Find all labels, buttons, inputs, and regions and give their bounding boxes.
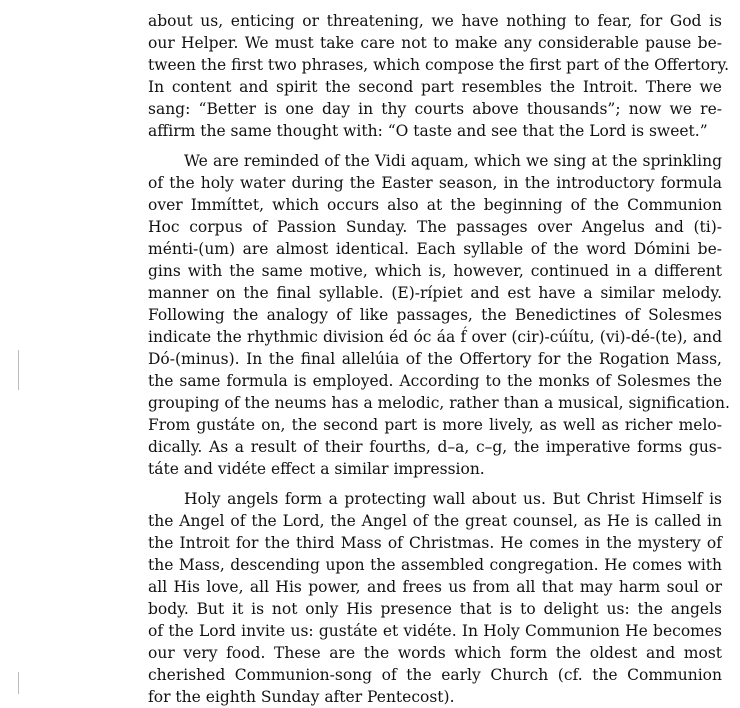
text-line: We are reminded of the Vidi aquam, which we sing at the sprinkling bbox=[184, 152, 722, 170]
text-line: body. But it is not only His presence that is to delight us: the angels bbox=[148, 600, 722, 618]
text-line: táte and vidéte effect a similar impression. bbox=[148, 460, 485, 478]
text-line: gins with the same motive, which is, however, continued in a different bbox=[148, 262, 722, 280]
document-page bbox=[148, 10, 730, 708]
text-line: our Helper. We must take care not to make any considerable pause be- bbox=[148, 34, 722, 52]
text-line: our very food. These are the words which form the oldest and most bbox=[148, 644, 722, 662]
text-line: Holy angels form a protecting wall about us. But Christ Himself is bbox=[184, 490, 722, 508]
text-line: ménti-(um) are almost identical. Each syllable of the word Dómini be- bbox=[148, 240, 722, 258]
text-line: indicate the rhythmic division éd óc áa f́ over (cir)-cúítu, (vi)-dé-(te), and bbox=[148, 328, 722, 346]
text-line: grouping of the neums has a melodic, rather than a musical, signification. bbox=[148, 394, 730, 412]
text-line: the Mass, descending upon the assembled congregation. He comes with bbox=[148, 556, 722, 574]
text-line: tween the first two phrases, which compose the first part of the Offertory. bbox=[148, 56, 730, 74]
text-line: In content and spirit the second part resembles the Introit. There we bbox=[148, 78, 722, 96]
paragraph-3 bbox=[148, 488, 722, 708]
text-line: over Immíttet, which occurs also at the beginning of the Communion bbox=[148, 196, 722, 214]
text-line: sang: “Better is one day in thy courts above thousands”; now we re- bbox=[148, 100, 722, 118]
text-line: From gustáte on, the second part is more lively, as well as richer melo- bbox=[148, 416, 722, 434]
text-line: the Angel of the Lord, the Angel of the great counsel, as He is called in bbox=[148, 512, 722, 530]
text-line: Dó-(minus). In the final allelúia of the Offertory for the Rogation Mass, bbox=[148, 350, 722, 368]
text-line: affirm the same thought with: “O taste and see that the Lord is sweet.” bbox=[148, 122, 708, 140]
scan-margin-mark bbox=[18, 672, 19, 694]
text-line: manner on the final syllable. (E)-rípiet and est have a similar melody. bbox=[148, 284, 722, 302]
text-line: about us, enticing or threatening, we have nothing to fear, for God is bbox=[148, 12, 722, 30]
paragraph-1 bbox=[148, 10, 730, 142]
scan-margin-mark bbox=[18, 350, 19, 390]
text-line: of the Lord invite us: gustáte et vidéte. In Holy Communion He becomes bbox=[148, 622, 722, 640]
text-line: Hoc corpus of Passion Sunday. The passages over Angelus and (ti)- bbox=[148, 218, 722, 236]
text-line: for the eighth Sunday after Pentecost). bbox=[148, 688, 455, 706]
text-line: the Introit for the third Mass of Christmas. He comes in the mystery of bbox=[148, 534, 722, 552]
text-line: dically. As a result of their fourths, d–a, c–g, the imperative forms gus- bbox=[148, 438, 722, 456]
text-line: cherished Communion-song of the early Church (cf. the Communion bbox=[148, 666, 722, 684]
text-line: of the holy water during the Easter season, in the introductory formula bbox=[148, 174, 722, 192]
text-line: the same formula is employed. According to the monks of Solesmes the bbox=[148, 372, 722, 390]
text-line: Following the analogy of like passages, the Benedictines of Solesmes bbox=[148, 306, 722, 324]
text-line: all His love, all His power, and frees us from all that may harm soul or bbox=[148, 578, 722, 596]
paragraph-2 bbox=[148, 150, 730, 480]
